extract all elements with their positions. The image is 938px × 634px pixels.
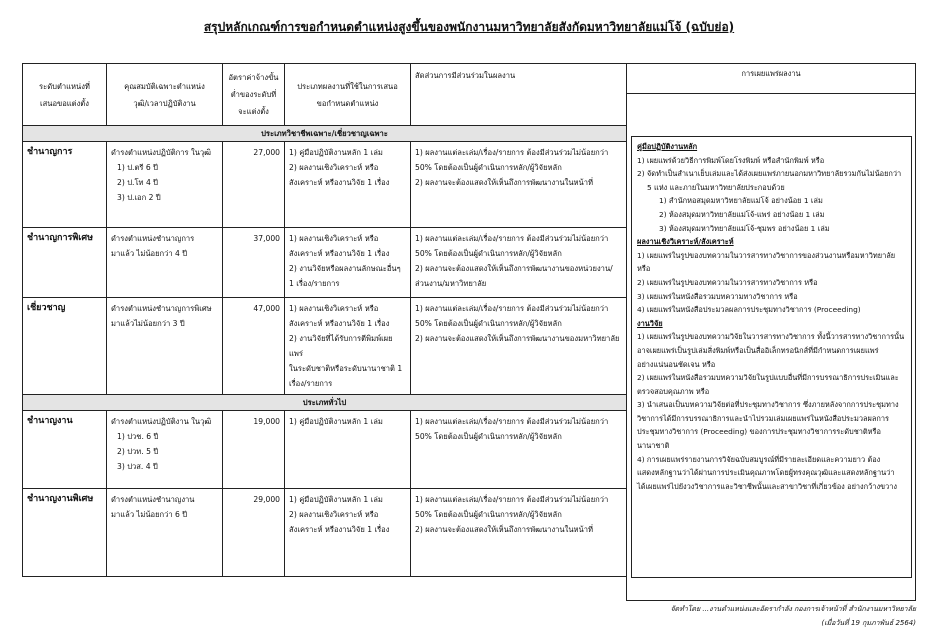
analysis-heading: ผลงานเชิงวิเคราะห์/สังเคราะห์ — [637, 237, 734, 247]
publication-line: 4) การเผยแพร่รายงานการวิจัยฉบับสมบูรณ์ที่มีรายละเอียดและความยาว ต้อง — [637, 454, 881, 464]
manual-heading: คู่มือปฏิบัติงานหลัก — [637, 142, 698, 151]
position-label: ชำนาญงาน — [23, 411, 107, 489]
salary-cell: 47,000 — [223, 298, 285, 395]
position-label: ชำนาญงานพิเศษ — [23, 489, 107, 577]
publication-line: 3) ห้องสมุดมหาวิทยาลัยแม่โจ้-ชุมพร อย่างน้อย 1 เล่ม — [659, 223, 830, 233]
header-qualification: คุณสมบัติเฉพาะตำแหน่ง วุฒิ/เวลาปฏิบัติงาน — [107, 64, 223, 126]
position-label: เชี่ยวชาญ — [23, 298, 107, 395]
work-type-cell: 1) ผลงานเชิงวิเคราะห์ หรือ สังเคราะห์ หรืองานวิจัย 1 เรื่อง 2) งานวิจัยที่ได้รับการตีพิมพ์เผยแพร่ ในระดับชาติหรือระดับนานาชาติ 1 เรื่อง/รายการ — [285, 298, 411, 395]
salary-cell: 29,000 — [223, 489, 285, 577]
publication-line: 2) จัดทำเป็นสำเนาเย็บเล่มและได้ส่งเผยแพร่ภายนอกมหาวิทยาลัยรวมกันไม่น้อยกว่า — [637, 169, 902, 179]
publication-line: แสดงหลักฐานว่าได้ผ่านการประเมินคุณภาพโดยผู้ทรงคุณวุฒิและแสดงหลักฐานว่า — [637, 468, 895, 478]
share-cell: 1) ผลงานแต่ละเล่ม/เรื่อง/รายการ ต้องมีส่วนร่วมไม่น้อยกว่า 50% โดยต้องเป็นผู้ดำเนินการหลัก/ผู้วิจัยหลัก 2) ผลงานจะต้องแสดงให้เห็นถึงการพัฒนางานของมหาวิทยาลัย — [411, 298, 627, 395]
table-row — [23, 228, 627, 298]
work-type-cell: 1) ผลงานเชิงวิเคราะห์ หรือ สังเคราะห์ หรืองานวิจัย 1 เรื่อง 2) งานวิจัยหรือผลงานลักษณะอื่นๆ 1 เรื่อง/รายการ — [285, 228, 411, 298]
publication-line: ประชุมทางวิชาการ (Proceeding) ของการประชุมทางวิชาการระดับชาติหรือนานาชาติ — [637, 427, 881, 451]
research-heading: งานวิจัย — [637, 318, 663, 328]
header-salary: อัตราค่าจ้างขั้น ต่ำของระดับที่ จะแต่งตั้ง — [223, 64, 285, 126]
publication-box — [631, 136, 912, 578]
header-share: สัดส่วนการมีส่วนร่วมในผลงาน — [411, 64, 627, 126]
publication-line: 2) ห้องสมุดมหาวิทยาลัยแม่โจ้-แพร่ อย่างน้อย 1 เล่ม — [659, 209, 825, 219]
share-cell: 1) ผลงานแต่ละเล่ม/เรื่อง/รายการ ต้องมีส่วนร่วมไม่น้อยกว่า 50% โดยต้องเป็นผู้ดำเนินการหลัก/ผู้วิจัยหลัก — [411, 411, 627, 489]
work-type-cell: 1) คู่มือปฏิบัติงานหลัก 1 เล่ม 2) ผลงานเชิงวิเคราะห์ หรือ สังเคราะห์ หรืองานวิจัย 1 เรื่อง — [285, 142, 411, 228]
salary-cell: 19,000 — [223, 411, 285, 489]
publication-line: 3) เผยแพร่ในหนังสือรวมบทความทางวิชาการ หรือ — [637, 291, 798, 301]
table-row — [23, 411, 627, 489]
publication-line: 1) เผยแพร่ในรูปของบทความในวารสารทางวิชาการของส่วนงานหรือมหาวิทยาลัย — [637, 250, 896, 260]
qualification-cell: ดำรงตำแหน่งปฏิบัติการ ในวุฒิ 1) ป.ตรี 6 ปี 2) ป.โท 4 ปี 3) ป.เอก 2 ปี — [107, 142, 223, 228]
publication-line: อาจเผยแพร่เป็นรูปเล่มสิ่งพิมพ์หรือเป็นสื่ออิเล็กทรอนิกส์ที่มีกำหนดการเผยแพร่ — [637, 345, 879, 355]
work-type-cell: 1) คู่มือปฏิบัติงานหลัก 1 เล่ม 2) ผลงานเชิงวิเคราะห์ หรือ สังเคราะห์ หรืองานวิจัย 1 เรื่อง — [285, 489, 411, 577]
publication-line: 1) เผยแพร่ในรูปของบทความวิจัยในวารสารทางวิชาการ ทั้งนี้วารสารทางวิชาการนั้น — [637, 332, 905, 342]
qualification-cell: ดำรงตำแหน่งชำนาญการพิเศษ มาแล้วไม่น้อยกว่า 3 ปี — [107, 298, 223, 395]
publication-body — [627, 136, 917, 578]
share-cell: 1) ผลงานแต่ละเล่ม/เรื่อง/รายการ ต้องมีส่วนร่วมไม่น้อยกว่า 50% โดยต้องเป็นผู้ดำเนินการหลัก/ผู้วิจัยหลัก 2) ผลงานจะต้องแสดงให้เห็นถึงการพัฒนางานในหน้าที่ — [411, 489, 627, 577]
publication-line: 2) เผยแพร่ในหนังสือรวมบทความวิจัยในรูปแบบอื่นที่มีการบรรณาธิการประเมินและ — [637, 373, 899, 383]
position-label: ชำนาญการพิเศษ — [23, 228, 107, 298]
table-row — [23, 298, 627, 395]
footer-prepared-by: จัดทำโดย ...งานตำแหน่งและอัตรากำลัง กองการเจ้าหน้าที่ สำนักงานมหาวิทยาลัย — [670, 605, 916, 613]
publication-line: หรือ — [637, 264, 651, 274]
footer-date: (เมื่อวันที่ 19 กุมภาพันธ์ 2564) — [821, 619, 916, 627]
category-row-general: ประเภททั่วไป — [23, 395, 627, 411]
publication-line: 5 แห่ง และภายในมหาวิทยาลัยประกอบด้วย — [647, 182, 785, 192]
qualification-cell: ดำรงตำแหน่งชำนาญการ มาแล้ว ไม่น้อยกว่า 4 ปี — [107, 228, 223, 298]
category-row-specialist: ประเภทวิชาชีพเฉพาะ/เชี่ยวชาญเฉพาะ — [23, 126, 627, 142]
position-label: ชำนาญการ — [23, 142, 107, 228]
salary-cell: 27,000 — [223, 142, 285, 228]
publication-line: วิชาการได้มีการบรรณาธิการและนำไปรวมเล่มเผยแพร่ในหนังสือประมวลผลการ — [637, 413, 889, 423]
publication-line: 2) เผยแพร่ในรูปของบทความในวารสารทางวิชาการ หรือ — [637, 277, 818, 287]
work-type-cell: 1) คู่มือปฏิบัติงานหลัก 1 เล่ม — [285, 411, 411, 489]
criteria-table — [22, 63, 627, 577]
publication-line: 1) เผยแพร่ด้วยวิธีการพิมพ์โดยโรงพิมพ์ หรือสำนักพิมพ์ หรือ — [637, 155, 825, 165]
publication-line: ได้เผยแพร่ไปยังวงวิชาการและวิชาชีพนั้นและสาขาวิชาที่เกี่ยวข้อง อย่างกว้างขวาง — [637, 481, 898, 491]
qualification-cell: ดำรงตำแหน่งชำนาญงาน มาแล้ว ไม่น้อยกว่า 6 ปี — [107, 489, 223, 577]
header-row — [23, 64, 627, 126]
table-row — [23, 142, 627, 228]
qualification-cell: ดำรงตำแหน่งปฏิบัติงาน ในวุฒิ 1) ปวช. 6 ปี 2) ปวท. 5 ปี 3) ปวส. 4 ปี — [107, 411, 223, 489]
publication-panel — [626, 63, 916, 601]
publication-line: อย่างแน่นอนชัดเจน หรือ — [637, 359, 716, 369]
header-publication: การเผยแพร่ผลงาน — [627, 64, 915, 94]
publication-line: ตรวจสอบคุณภาพ หรือ — [637, 386, 710, 396]
share-cell: 1) ผลงานแต่ละเล่ม/เรื่อง/รายการ ต้องมีส่วนร่วมไม่น้อยกว่า 50% โดยต้องเป็นผู้ดำเนินการหลัก/ผู้วิจัยหลัก 2) ผลงานจะต้องแสดงให้เห็นถึงการพัฒนางานของหน่วยงาน/ ส่วนงาน/มหาวิทยาลัย — [411, 228, 627, 298]
salary-cell: 37,000 — [223, 228, 285, 298]
header-level: ระดับตำแหน่งที่ เสนอขอแต่งตั้ง — [23, 64, 107, 126]
header-work-type: ประเภทผลงานที่ใช้ในการเสนอ ขอกำหนดตำแหน่ง — [285, 64, 411, 126]
publication-line: 4) เผยแพร่ในหนังสือประมวลผลการประชุมทางวิชาการ (Proceeding) — [637, 305, 861, 315]
share-cell: 1) ผลงานแต่ละเล่ม/เรื่อง/รายการ ต้องมีส่วนร่วมไม่น้อยกว่า 50% โดยต้องเป็นผู้ดำเนินการหลัก/ผู้วิจัยหลัก 2) ผลงานจะต้องแสดงให้เห็นถึงการพัฒนางานในหน้าที่ — [411, 142, 627, 228]
page-title: สรุปหลักเกณฑ์การขอกำหนดตำแหน่งสูงขึ้นของพนักงานมหาวิทยาลัยสังกัดมหาวิทยาลัยแม่โจ้ (ฉบับย่อ) — [203, 20, 735, 34]
publication-line: 1) สำนักหอสมุดมหาวิทยาลัยแม่โจ้ อย่างน้อย 1 เล่ม — [659, 196, 823, 206]
table-row — [23, 489, 627, 577]
publication-line: 3) นำเสนอเป็นบทความวิจัยต่อที่ประชุมทางวิชาการ ซึ่งภายหลังจากการประชุมทาง — [637, 400, 899, 410]
